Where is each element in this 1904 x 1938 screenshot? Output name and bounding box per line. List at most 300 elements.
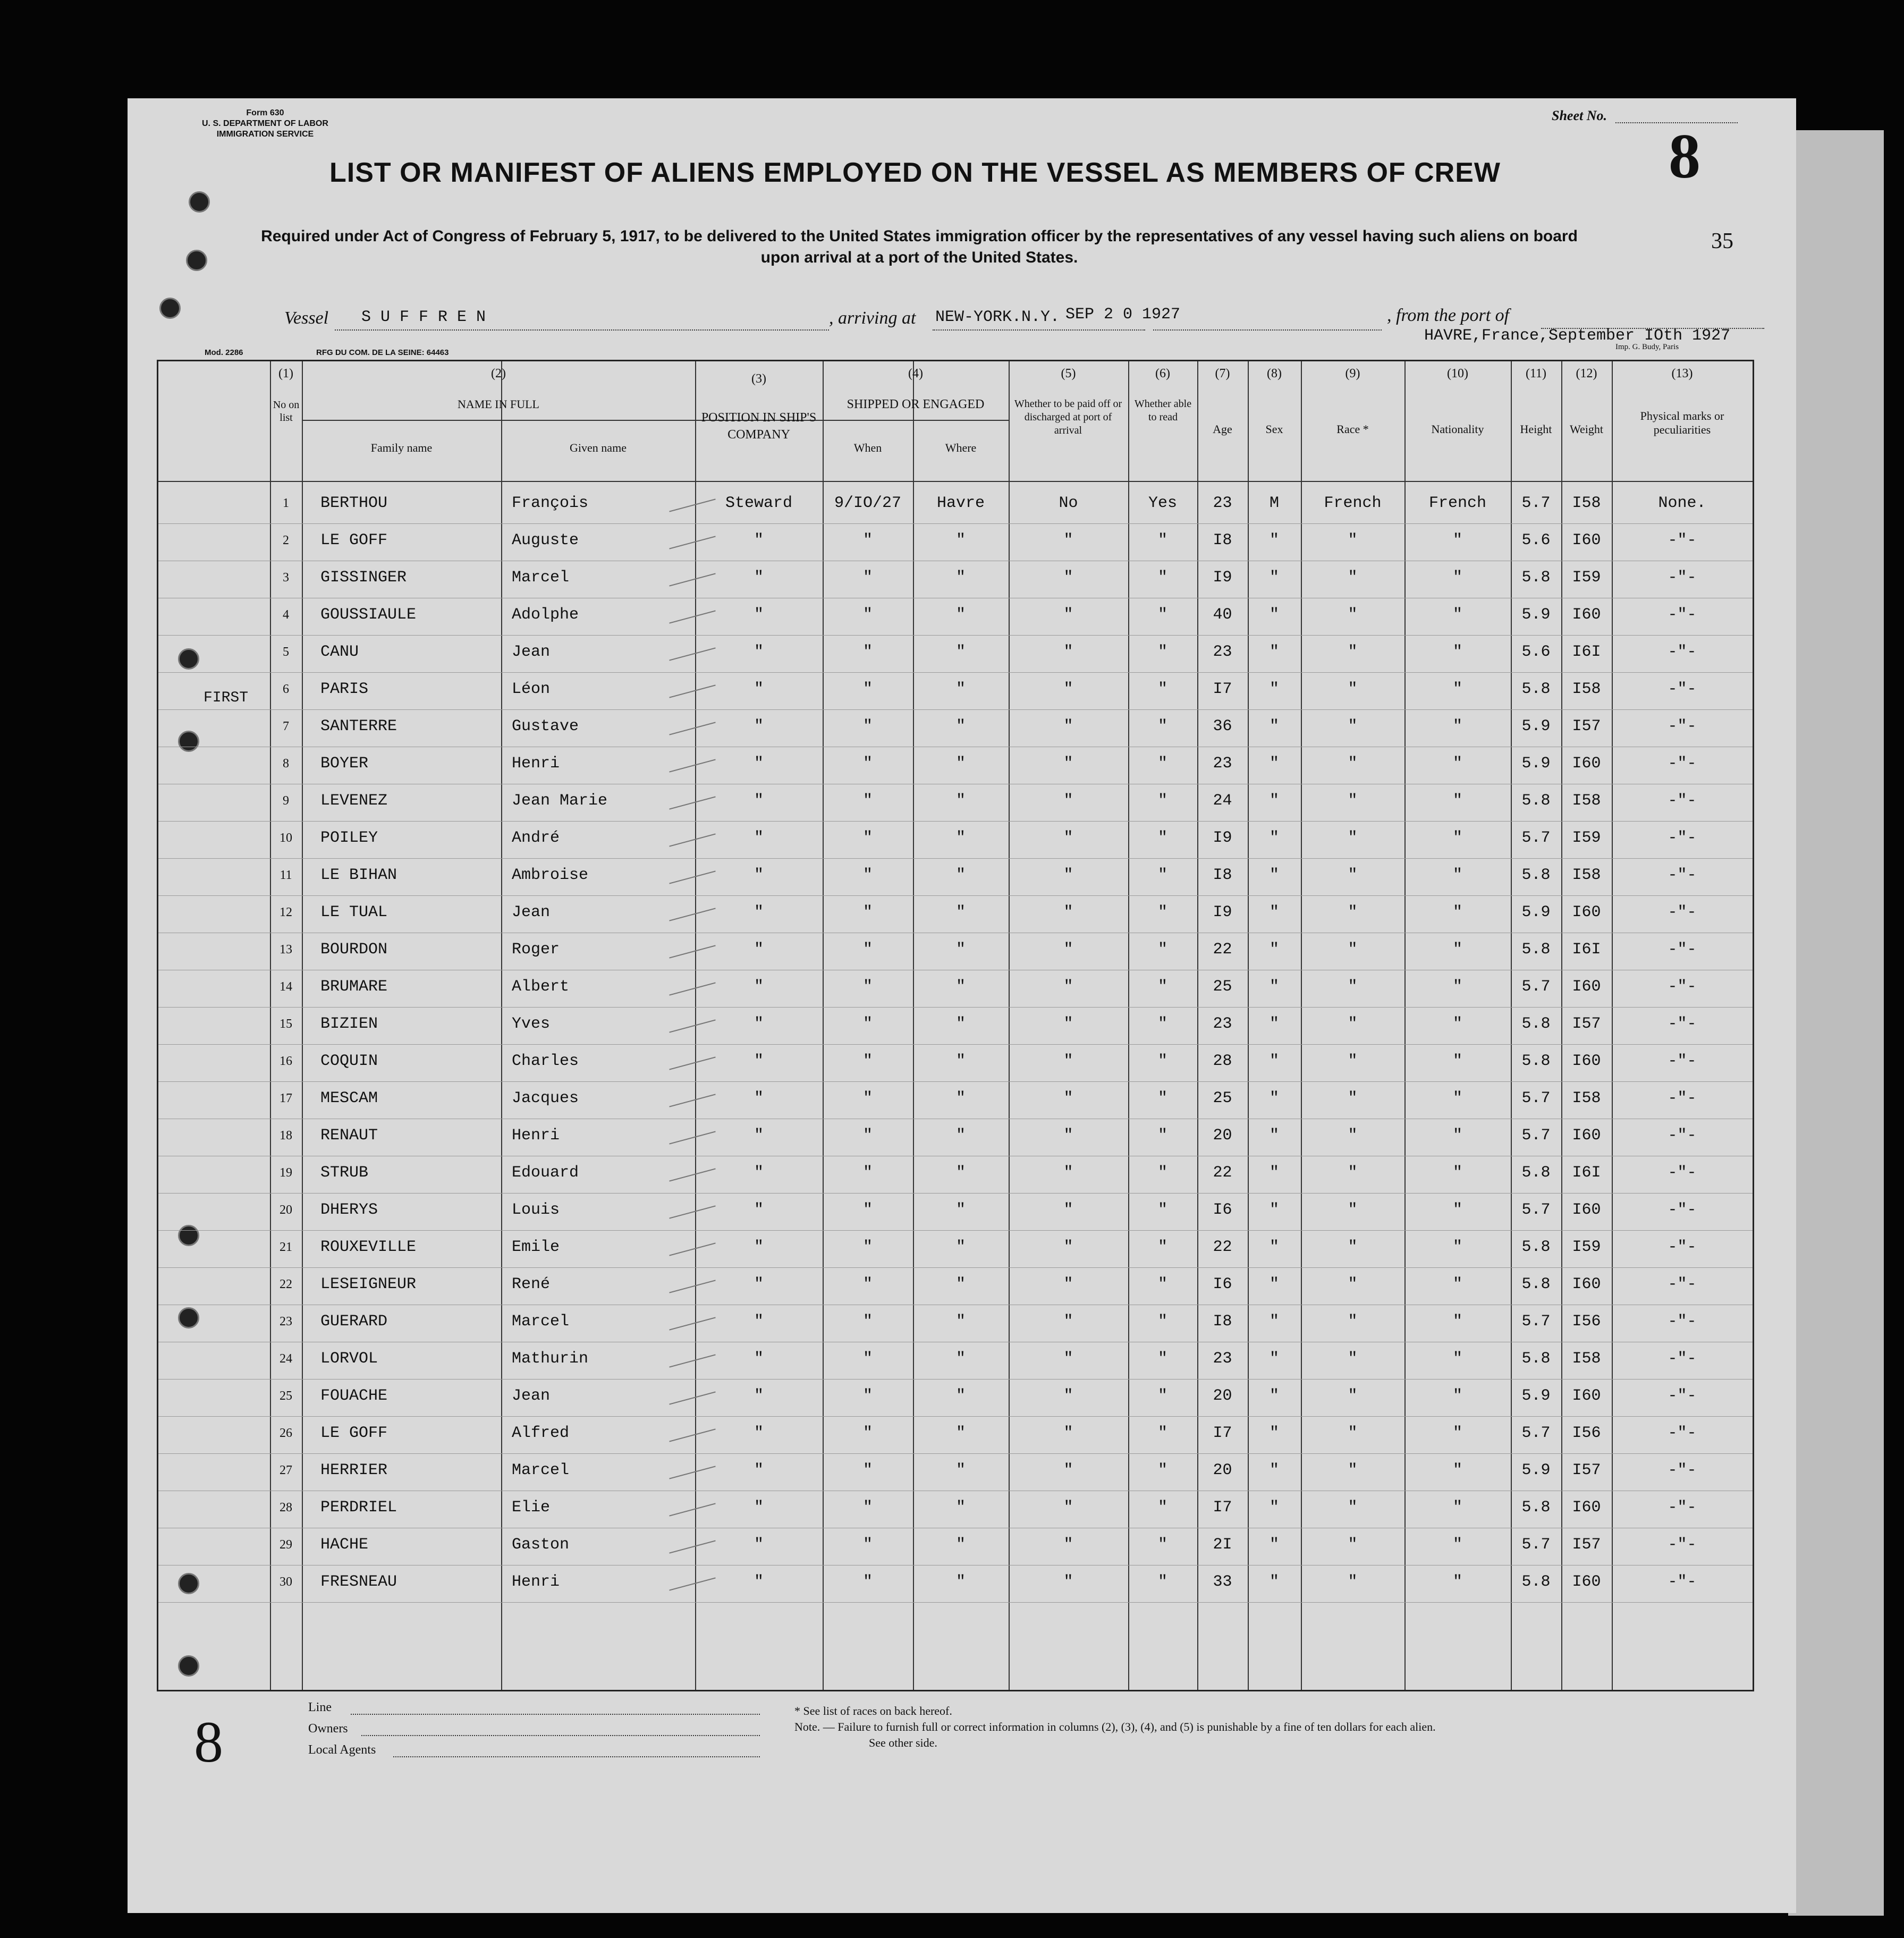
- cell-no: 20: [280, 1203, 292, 1217]
- cell-paid: ": [1063, 569, 1073, 587]
- cell-no: 6: [283, 682, 289, 696]
- cell-sex: ": [1269, 1424, 1279, 1442]
- cell-where: ": [955, 643, 966, 661]
- local-agents-field: [393, 1756, 760, 1757]
- cell-marks: -"-: [1668, 531, 1697, 549]
- races-note: * See list of races on back hereof.: [794, 1704, 952, 1717]
- cell-where: ": [955, 1387, 966, 1405]
- cell-height: 5.8: [1521, 866, 1551, 884]
- cell-given: Mathurin: [512, 1350, 589, 1368]
- cell-family: HERRIER: [320, 1461, 388, 1479]
- cell-position: ": [754, 755, 764, 773]
- cell-weight: I6I: [1572, 1164, 1601, 1182]
- cell-where: ": [955, 941, 966, 959]
- cell-paid: ": [1063, 1089, 1073, 1107]
- cell-where: ": [955, 1350, 966, 1368]
- arrival-date-stamp: SEP 2 0 1927: [1065, 306, 1181, 324]
- cell-race: ": [1348, 1275, 1358, 1293]
- cell-race: ": [1348, 1573, 1358, 1591]
- form-id-block: [202, 108, 328, 140]
- cell-weight: I60: [1572, 606, 1601, 624]
- cell-marks: None.: [1658, 494, 1706, 512]
- when-header: When: [853, 441, 882, 454]
- cell-sex: ": [1269, 1238, 1279, 1256]
- cell-paid: ": [1063, 1573, 1073, 1591]
- cell-nationality: ": [1452, 829, 1462, 847]
- cell-no: 14: [280, 980, 292, 994]
- cell-given: Henri: [512, 755, 560, 773]
- cell-age: I6: [1213, 1275, 1232, 1293]
- line-field: [351, 1714, 760, 1715]
- cell-marks: -"-: [1668, 1275, 1697, 1293]
- cell-nationality: ": [1452, 903, 1462, 921]
- cell-position: ": [754, 829, 764, 847]
- cell-position: ": [754, 792, 764, 810]
- cell-read: ": [1157, 1387, 1167, 1405]
- cell-marks: -"-: [1668, 1424, 1697, 1442]
- cell-when: ": [862, 792, 873, 810]
- cell-race: ": [1348, 717, 1358, 735]
- arriving-port: NEW-YORK.N.Y.: [935, 308, 1060, 326]
- cell-when: ": [862, 755, 873, 773]
- cell-read: ": [1157, 1275, 1167, 1293]
- col3-header: POSITION IN SHIP'S COMPANY: [701, 411, 817, 442]
- cell-read: ": [1157, 606, 1167, 624]
- cell-sex: ": [1269, 941, 1279, 959]
- cell-family: HACHE: [320, 1536, 369, 1554]
- cell-given: Jean Marie: [512, 792, 608, 810]
- cell-paid: ": [1063, 1164, 1073, 1182]
- cell-family: BIZIEN: [320, 1015, 378, 1033]
- cell-position: ": [754, 1350, 764, 1368]
- cell-position: ": [754, 941, 764, 959]
- cell-family: LE TUAL: [320, 903, 388, 921]
- cell-position: ": [754, 1201, 764, 1219]
- cell-race: ": [1348, 1052, 1358, 1070]
- cell-nationality: ": [1452, 1015, 1462, 1033]
- cell-no: 26: [280, 1426, 292, 1440]
- cell-where: ": [955, 1573, 966, 1591]
- cell-height: 5.6: [1521, 531, 1551, 549]
- cell-weight: I60: [1572, 1052, 1601, 1070]
- cell-when: ": [862, 569, 873, 587]
- cell-position: ": [754, 1461, 764, 1479]
- page-subtitle: Required under Act of Congress of February 5, 1917, to be delivered to the United States immigration officer by the representatives of any vessel having such aliens on board upon arrival at a port of the United States.: [261, 227, 1578, 266]
- cell-position: ": [754, 1275, 764, 1293]
- binder-hole: [189, 191, 210, 213]
- cell-sex: ": [1269, 717, 1279, 735]
- cell-height: 5.6: [1521, 643, 1551, 661]
- cell-weight: I58: [1572, 792, 1601, 810]
- cell-race: ": [1348, 1238, 1358, 1256]
- cell-weight: I57: [1572, 1015, 1601, 1033]
- cell-nationality: ": [1452, 531, 1462, 549]
- cell-where: ": [955, 1499, 966, 1517]
- cell-race: French: [1324, 494, 1382, 512]
- cell-position: ": [754, 606, 764, 624]
- cell-where: ": [955, 978, 966, 996]
- cell-read: ": [1157, 1201, 1167, 1219]
- date-line: [1153, 329, 1382, 331]
- cell-no: 11: [280, 868, 292, 882]
- cell-nationality: ": [1452, 1499, 1462, 1517]
- cell-weight: I6I: [1572, 941, 1601, 959]
- arriving-line: [933, 329, 1145, 331]
- cell-nationality: ": [1452, 1238, 1462, 1256]
- cell-no: 24: [280, 1352, 292, 1366]
- cell-weight: I58: [1572, 680, 1601, 698]
- cell-paid: ": [1063, 643, 1073, 661]
- cell-height: 5.7: [1521, 1424, 1551, 1442]
- cell-sex: ": [1269, 1350, 1279, 1368]
- cell-paid: ": [1063, 606, 1073, 624]
- cell-height: 5.8: [1521, 941, 1551, 959]
- col9-header: Race *: [1336, 422, 1369, 436]
- cell-race: ": [1348, 606, 1358, 624]
- cell-family: FOUACHE: [320, 1387, 388, 1405]
- cell-paid: ": [1063, 941, 1073, 959]
- cell-sex: ": [1269, 1089, 1279, 1107]
- cell-marks: -"-: [1668, 1127, 1697, 1145]
- owners-field: [361, 1735, 760, 1736]
- cell-weight: I59: [1572, 829, 1601, 847]
- cell-weight: I60: [1572, 1573, 1601, 1591]
- cell-age: I6: [1213, 1201, 1232, 1219]
- cell-sex: ": [1269, 569, 1279, 587]
- cell-no: 16: [280, 1054, 292, 1068]
- row-rule: [158, 1193, 1753, 1194]
- cell-marks: -"-: [1668, 941, 1697, 959]
- cell-age: 23: [1213, 1015, 1232, 1033]
- cell-given: Gaston: [512, 1536, 570, 1554]
- cell-when: ": [862, 606, 873, 624]
- cell-sex: M: [1269, 494, 1279, 512]
- cell-where: ": [955, 1424, 966, 1442]
- cell-where: ": [955, 1127, 966, 1145]
- cell-given: André: [512, 829, 560, 847]
- cell-nationality: ": [1452, 717, 1462, 735]
- cell-height: 5.9: [1521, 755, 1551, 773]
- cell-paid: ": [1063, 1461, 1073, 1479]
- cell-where: ": [955, 606, 966, 624]
- cell-when: ": [862, 866, 873, 884]
- cell-age: I7: [1213, 1499, 1232, 1517]
- cell-race: ": [1348, 1499, 1358, 1517]
- cell-position: ": [754, 531, 764, 549]
- cell-given: Henri: [512, 1573, 560, 1591]
- cell-given: Marcel: [512, 1313, 570, 1331]
- cell-nationality: ": [1452, 978, 1462, 996]
- row-rule: [158, 1007, 1753, 1008]
- cell-where: ": [955, 680, 966, 698]
- cell-paid: ": [1063, 978, 1073, 996]
- vessel-label: Vessel: [284, 308, 329, 328]
- cell-no: 15: [280, 1017, 292, 1031]
- cell-age: I7: [1213, 680, 1232, 698]
- cell-sex: ": [1269, 1127, 1279, 1145]
- cell-when: 9/IO/27: [834, 494, 902, 512]
- cell-sex: ": [1269, 1015, 1279, 1033]
- cell-weight: I60: [1572, 531, 1601, 549]
- cell-given: Louis: [512, 1201, 560, 1219]
- cell-age: 40: [1213, 606, 1232, 624]
- cell-height: 5.9: [1521, 606, 1551, 624]
- cell-paid: ": [1063, 1201, 1073, 1219]
- department: U. S. DEPARTMENT OF LABOR: [202, 119, 328, 128]
- cell-nationality: ": [1452, 1536, 1462, 1554]
- cell-sex: ": [1269, 792, 1279, 810]
- cell-given: Léon: [512, 680, 551, 698]
- col13-header: Physical marks or peculiarities: [1640, 409, 1724, 436]
- cell-sex: ": [1269, 829, 1279, 847]
- cell-read: ": [1157, 903, 1167, 921]
- cell-when: ": [862, 941, 873, 959]
- col2-number: (2): [491, 367, 506, 380]
- binder-hole: [159, 298, 181, 319]
- cell-when: ": [862, 829, 873, 847]
- cell-nationality: ": [1452, 1164, 1462, 1182]
- cell-no: 5: [283, 645, 289, 659]
- from-port-label: , from the port of: [1387, 306, 1510, 325]
- cell-family: STRUB: [320, 1164, 369, 1182]
- row-rule: [158, 858, 1753, 859]
- cell-age: I9: [1213, 903, 1232, 921]
- cell-when: ": [862, 680, 873, 698]
- cell-age: 23: [1213, 1350, 1232, 1368]
- cell-nationality: ": [1452, 1573, 1462, 1591]
- cell-sex: ": [1269, 1387, 1279, 1405]
- cell-read: ": [1157, 1313, 1167, 1331]
- cell-read: ": [1157, 941, 1167, 959]
- cell-marks: -"-: [1668, 1313, 1697, 1331]
- cell-family: BOURDON: [320, 941, 388, 959]
- cell-position: ": [754, 1052, 764, 1070]
- cell-age: 33: [1213, 1573, 1232, 1591]
- cell-paid: ": [1063, 1052, 1073, 1070]
- row-rule: [158, 1081, 1753, 1082]
- cell-race: ": [1348, 755, 1358, 773]
- cell-paid: ": [1063, 1536, 1073, 1554]
- col12-header: Weight: [1570, 422, 1603, 436]
- cell-position: ": [754, 643, 764, 661]
- cell-position: ": [754, 717, 764, 735]
- cell-family: POILEY: [320, 829, 378, 847]
- col4-header: SHIPPED OR ENGAGED: [847, 397, 985, 411]
- cell-given: Gustave: [512, 717, 579, 735]
- cell-position: ": [754, 1387, 764, 1405]
- cell-weight: I60: [1572, 1201, 1601, 1219]
- cell-given: Marcel: [512, 569, 570, 587]
- cell-sex: ": [1269, 1461, 1279, 1479]
- cell-where: ": [955, 1052, 966, 1070]
- manifest-table: [157, 360, 1754, 1691]
- row-rule: [158, 1453, 1753, 1454]
- cell-height: 5.9: [1521, 717, 1551, 735]
- cell-read: ": [1157, 755, 1167, 773]
- cell-family: LE BIHAN: [320, 866, 397, 884]
- cell-given: Jean: [512, 903, 551, 921]
- cell-race: ": [1348, 792, 1358, 810]
- cell-position: ": [754, 1127, 764, 1145]
- cell-read: ": [1157, 680, 1167, 698]
- cell-marks: -"-: [1668, 1164, 1697, 1182]
- cell-when: ": [862, 1424, 873, 1442]
- cell-when: ": [862, 1573, 873, 1591]
- penalty-note: Note. — Failure to furnish full or correct information in columns (2), (3), (4), and (5) is punishable by a fine of ten dollars for each alien.: [794, 1720, 1436, 1733]
- row-rule: [158, 709, 1753, 710]
- cell-race: ": [1348, 1089, 1358, 1107]
- cell-marks: -"-: [1668, 792, 1697, 810]
- col7-header: Age: [1213, 422, 1232, 436]
- cell-where: ": [955, 903, 966, 921]
- cell-age: 25: [1213, 1089, 1232, 1107]
- cell-family: SANTERRE: [320, 717, 397, 735]
- cell-weight: I58: [1572, 1350, 1601, 1368]
- cell-family: FRESNEAU: [320, 1573, 397, 1591]
- cell-age: 28: [1213, 1052, 1232, 1070]
- row-rule: [158, 1230, 1753, 1231]
- cell-nationality: ": [1452, 1089, 1462, 1107]
- cell-given: Henri: [512, 1127, 560, 1145]
- cell-marks: -"-: [1668, 978, 1697, 996]
- cell-position: ": [754, 569, 764, 587]
- cell-family: COQUIN: [320, 1052, 378, 1070]
- cell-given: Ambroise: [512, 866, 589, 884]
- col6-header: Whether able to read: [1134, 398, 1192, 423]
- cell-paid: No: [1059, 494, 1078, 512]
- cell-nationality: ": [1452, 643, 1462, 661]
- cell-height: 5.7: [1521, 1127, 1551, 1145]
- cell-position: ": [754, 1424, 764, 1442]
- cell-family: MESCAM: [320, 1089, 378, 1107]
- cell-when: ": [862, 717, 873, 735]
- col3-number: (3): [751, 372, 766, 386]
- cell-age: 20: [1213, 1127, 1232, 1145]
- cell-race: ": [1348, 643, 1358, 661]
- cell-given: François: [512, 494, 589, 512]
- cell-height: 5.9: [1521, 903, 1551, 921]
- sheet-number: 8: [1669, 121, 1700, 191]
- cell-race: ": [1348, 1387, 1358, 1405]
- cell-height: 5.8: [1521, 1238, 1551, 1256]
- cell-paid: ": [1063, 1424, 1073, 1442]
- cell-marks: -"-: [1668, 680, 1697, 698]
- cell-nationality: ": [1452, 680, 1462, 698]
- col7-number: (7): [1215, 367, 1230, 380]
- col1-number: (1): [278, 367, 293, 380]
- vessel-name: S U F F R E N: [361, 308, 486, 326]
- manifest-sheet: [128, 98, 1796, 1913]
- cell-sex: ": [1269, 1499, 1279, 1517]
- cell-position: ": [754, 1499, 764, 1517]
- cell-race: ": [1348, 569, 1358, 587]
- cell-no: 22: [280, 1277, 292, 1291]
- cell-when: ": [862, 1052, 873, 1070]
- cell-weight: I56: [1572, 1313, 1601, 1331]
- cell-height: 5.8: [1521, 1164, 1551, 1182]
- cell-where: ": [955, 1275, 966, 1293]
- cell-marks: -"-: [1668, 1387, 1697, 1405]
- cell-no: 23: [280, 1315, 292, 1328]
- cell-position: ": [754, 1015, 764, 1033]
- cell-age: 23: [1213, 755, 1232, 773]
- page-title: LIST OR MANIFEST OF ALIENS EMPLOYED ON THE VESSEL AS MEMBERS OF CREW: [329, 157, 1501, 188]
- arriving-label: , arriving at: [829, 308, 916, 328]
- cell-family: RENAUT: [320, 1127, 378, 1145]
- col5-number: (5): [1061, 367, 1076, 380]
- row-rule: [158, 635, 1753, 636]
- col4-number: (4): [908, 367, 923, 380]
- cell-where: ": [955, 755, 966, 773]
- cell-given: Roger: [512, 941, 560, 959]
- cell-marks: -"-: [1668, 1573, 1697, 1591]
- cell-read: ": [1157, 1499, 1167, 1517]
- cell-marks: -"-: [1668, 1015, 1697, 1033]
- cell-family: BERTHOU: [320, 494, 388, 512]
- cell-weight: I60: [1572, 755, 1601, 773]
- col5-header: Whether to be paid off or discharged at port of arrival: [1014, 398, 1122, 436]
- cell-sex: ": [1269, 1313, 1279, 1331]
- cell-height: 5.7: [1521, 978, 1551, 996]
- margin-note: FIRST: [204, 690, 249, 706]
- cell-marks: -"-: [1668, 643, 1697, 661]
- col11-header: Height: [1520, 422, 1552, 436]
- cell-family: PARIS: [320, 680, 369, 698]
- cell-nationality: ": [1452, 755, 1462, 773]
- owners-label: Owners: [308, 1722, 348, 1736]
- cell-paid: ": [1063, 1238, 1073, 1256]
- cell-weight: I60: [1572, 1127, 1601, 1145]
- cell-age: 20: [1213, 1387, 1232, 1405]
- cell-marks: -"-: [1668, 717, 1697, 735]
- page-number: 35: [1711, 229, 1733, 253]
- col2-header: NAME IN FULL: [458, 397, 539, 411]
- cell-where: ": [955, 531, 966, 549]
- cell-given: Adolphe: [512, 606, 579, 624]
- cell-sex: ": [1269, 680, 1279, 698]
- cell-weight: I60: [1572, 1275, 1601, 1293]
- cell-marks: -"-: [1668, 1089, 1697, 1107]
- cell-height: 5.7: [1521, 1313, 1551, 1331]
- cell-weight: I57: [1572, 717, 1601, 735]
- cell-where: ": [955, 1164, 966, 1182]
- cell-nationality: ": [1452, 1387, 1462, 1405]
- cell-given: Alfred: [512, 1424, 570, 1442]
- cell-age: I7: [1213, 1424, 1232, 1442]
- cell-paid: ": [1063, 531, 1073, 549]
- cell-nationality: ": [1452, 792, 1462, 810]
- cell-paid: ": [1063, 792, 1073, 810]
- cell-weight: I57: [1572, 1461, 1601, 1479]
- cell-where: ": [955, 829, 966, 847]
- cell-when: ": [862, 1201, 873, 1219]
- cell-family: LE GOFF: [320, 1424, 388, 1442]
- cell-family: LE GOFF: [320, 531, 388, 549]
- cell-read: ": [1157, 1052, 1167, 1070]
- cell-nationality: ": [1452, 569, 1462, 587]
- cell-paid: ": [1063, 680, 1073, 698]
- cell-read: Yes: [1148, 494, 1177, 512]
- cell-weight: I58: [1572, 866, 1601, 884]
- cell-given: Emile: [512, 1238, 560, 1256]
- cell-nationality: ": [1452, 1461, 1462, 1479]
- cell-given: Edouard: [512, 1164, 579, 1182]
- cell-height: 5.7: [1521, 494, 1551, 512]
- cell-height: 5.7: [1521, 829, 1551, 847]
- cell-nationality: ": [1452, 1201, 1462, 1219]
- row-rule: [158, 1602, 1753, 1603]
- cell-given: Albert: [512, 978, 570, 996]
